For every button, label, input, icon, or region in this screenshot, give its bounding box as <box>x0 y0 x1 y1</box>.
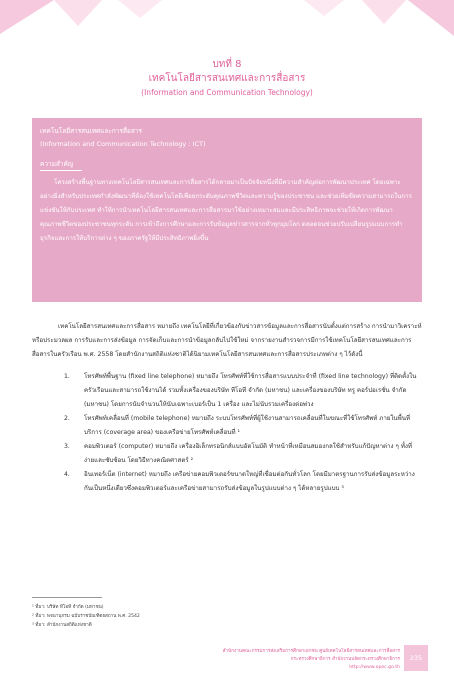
footnote-divider <box>32 597 102 598</box>
list-item <box>32 370 422 412</box>
list-item <box>32 440 422 468</box>
item-number: 2. <box>64 415 70 422</box>
heading-underline <box>40 170 82 171</box>
footer-line: สำนักงานคณะกรรมการส่งเสริมการศึกษาเอกชน ศูนย์เทคโนโลยีสารสนเทศและการสื่อสาร <box>222 649 400 654</box>
item-text: โทรศัพท์พื้นฐาน (fixed line telephone) หมายถึง โทรศัพท์ที่ใช้การสื่อสารแบบประจำที่ (fixed line technology) ที่ติดตั้งในครัวเรือนและสามารถใช้งานได้ รวมทั้งเครื่องของบริษัท ทีโอที จำกัด (มหาชน) และเครื่องของบริษัท ทรู คอร์ปอเรชั่น จำกัด (มหาชน) โดยการนับจำนวนให้นับเฉพาะเบอร์เป็น 1 เครื่อง และไม่นับรวมเครื่องต่อพ่วง <box>84 373 417 408</box>
item-text: คอมพิวเตอร์ (computer) หมายถึง เครื่องอิเล็กทรอนิกส์แบบอัตโนมัติ ทำหน้าที่เหมือนสมองกลใช้สำหรับแก้ปัญหาต่าง ๆ ทั้งที่ง่ายและซับซ้อน โดยวิธีทางคณิตศาสตร์ ² <box>84 443 413 464</box>
chapter-header <box>0 58 454 100</box>
box-paragraph: โครงสร้างพื้นฐานทางเทคโนโลยีสารสนเทศและการสื่อสารได้กลายมาเป็นปัจจัยหนึ่งที่มีความสำคัญต่อการพัฒนาประเทศ โดยเฉพาะอย่างยิ่งสำหรับประเทศกำลังพัฒนาที่ต้องใช้เทคโนโลยีเพื่อยกระดับคุณภาพชีวิตและความรู้ของประชาชน และช่วยเพิ่มขีดความสามารถในการแข่งขันให้กับประเทศ ทำให้การนำเทคโนโลยีสารสนเทศและการสื่อสารมาใช้อย่างเหมาะสมและมีประสิทธิภาพจะช่วยให้เกิดการพัฒนาคุณภาพชีวิตของประชาชนทุกระดับ การเข้าถึงการศึกษาและการรับข้อมูลข่าวสารจากทั่วทุกมุมโลก ตลอดจนช่วยปรับเปลี่ยนรูปแบบการทำธุรกิจและการให้บริการต่าง ๆ ของภาครัฐให้มีประสิทธิภาพยิ่งขึ้น <box>40 179 412 242</box>
decor-triangle <box>408 0 454 36</box>
box-title-thai: เทคโนโลยีสารสนเทศและการสื่อสาร <box>40 127 142 135</box>
footnote: ³ ที่มา: สำนักงานสถิติแห่งชาติ <box>32 623 92 628</box>
item-number: 1. <box>64 373 70 380</box>
item-text: โทรศัพท์เคลื่อนที่ (mobile telephone) หมายถึง ระบบโทรศัพท์ที่ผู้ใช้งานสามารถเคลื่อนที่ในขณะที่ใช้โทรศัพท์ ภายในพื้นที่บริการ (coverage area) ของเครือข่ายโทรศัพท์เคลื่อนที่ ¹ <box>84 415 411 436</box>
page-footer <box>180 648 400 672</box>
footnote: ² ที่มา: พจนานุกรม ฉบับราชบัณฑิตยสถาน พ.ศ. 2542 <box>32 614 140 619</box>
item-number: 3. <box>64 443 70 450</box>
item-text: อินเทอร์เน็ต (internet) หมายถึง เครือข่ายคอมพิวเตอร์ขนาดใหญ่ที่เชื่อมต่อกันทั่วโลก โดยมีมาตรฐานการรับส่งข้อมูลระหว่างกันเป็นหนึ่งเดียวซึ่งคอมพิวเตอร์และเครือข่ายสามารถรับส่งข้อมูลในรูปแบบต่าง ๆ ได้หลายรูปแบบ ³ <box>84 471 415 492</box>
decor-triangle <box>118 0 162 18</box>
footnote: ¹ ที่มา: บริษัท ทีโอที จำกัด (มหาชน) <box>32 605 104 610</box>
list-item <box>32 468 422 496</box>
footer-line: กระทรวงศึกษาธิการ สำนักงานปลัดกระทรวงศึกษาธิการ <box>290 657 400 662</box>
definition-list <box>32 370 422 496</box>
list-item <box>32 412 422 440</box>
decor-triangle <box>304 0 344 16</box>
decor-triangle <box>0 0 54 34</box>
intro-paragraph: เทคโนโลยีสารสนเทศและการสื่อสาร หมายถึง เทคโนโลยีที่เกี่ยวข้องกับข่าวสารข้อมูลและการสื่อสารนับตั้งแต่การสร้าง การนำมาวิเคราะห์หรือประมวลผล การรับและการส่งข้อมูล การจัดเก็บและการนำข้อมูลกลับไปใช้ใหม่ จากรายงานสำรวจการมีการใช้เทคโนโลยีสารสนเทศและการสื่อสารในครัวเรือน พ.ศ. 2558 โดยสำนักงานสถิติแห่งชาติได้นิยามเทคโนโลยีสารสนเทศและการสื่อสารประเภทต่าง ๆ ไว้ดังนี้ <box>32 323 422 358</box>
chapter-title: เทคโนโลยีสารสนเทศและการสื่อสาร <box>148 73 306 84</box>
decor-triangle <box>362 0 406 24</box>
chapter-number: บทที่ 8 <box>212 59 242 70</box>
decor-triangle <box>54 0 102 26</box>
page-number: 235 <box>404 645 428 671</box>
footer-url: http://www.opec.go.th <box>349 665 400 670</box>
summary-box <box>32 118 422 302</box>
box-title-english: (Information and Communication Technology : ICT) <box>40 140 206 148</box>
item-number: 4. <box>64 471 70 478</box>
body-text <box>32 320 422 496</box>
box-heading: ความสำคัญ <box>40 160 74 168</box>
chapter-subtitle: (Information and Communication Technology) <box>141 88 313 97</box>
